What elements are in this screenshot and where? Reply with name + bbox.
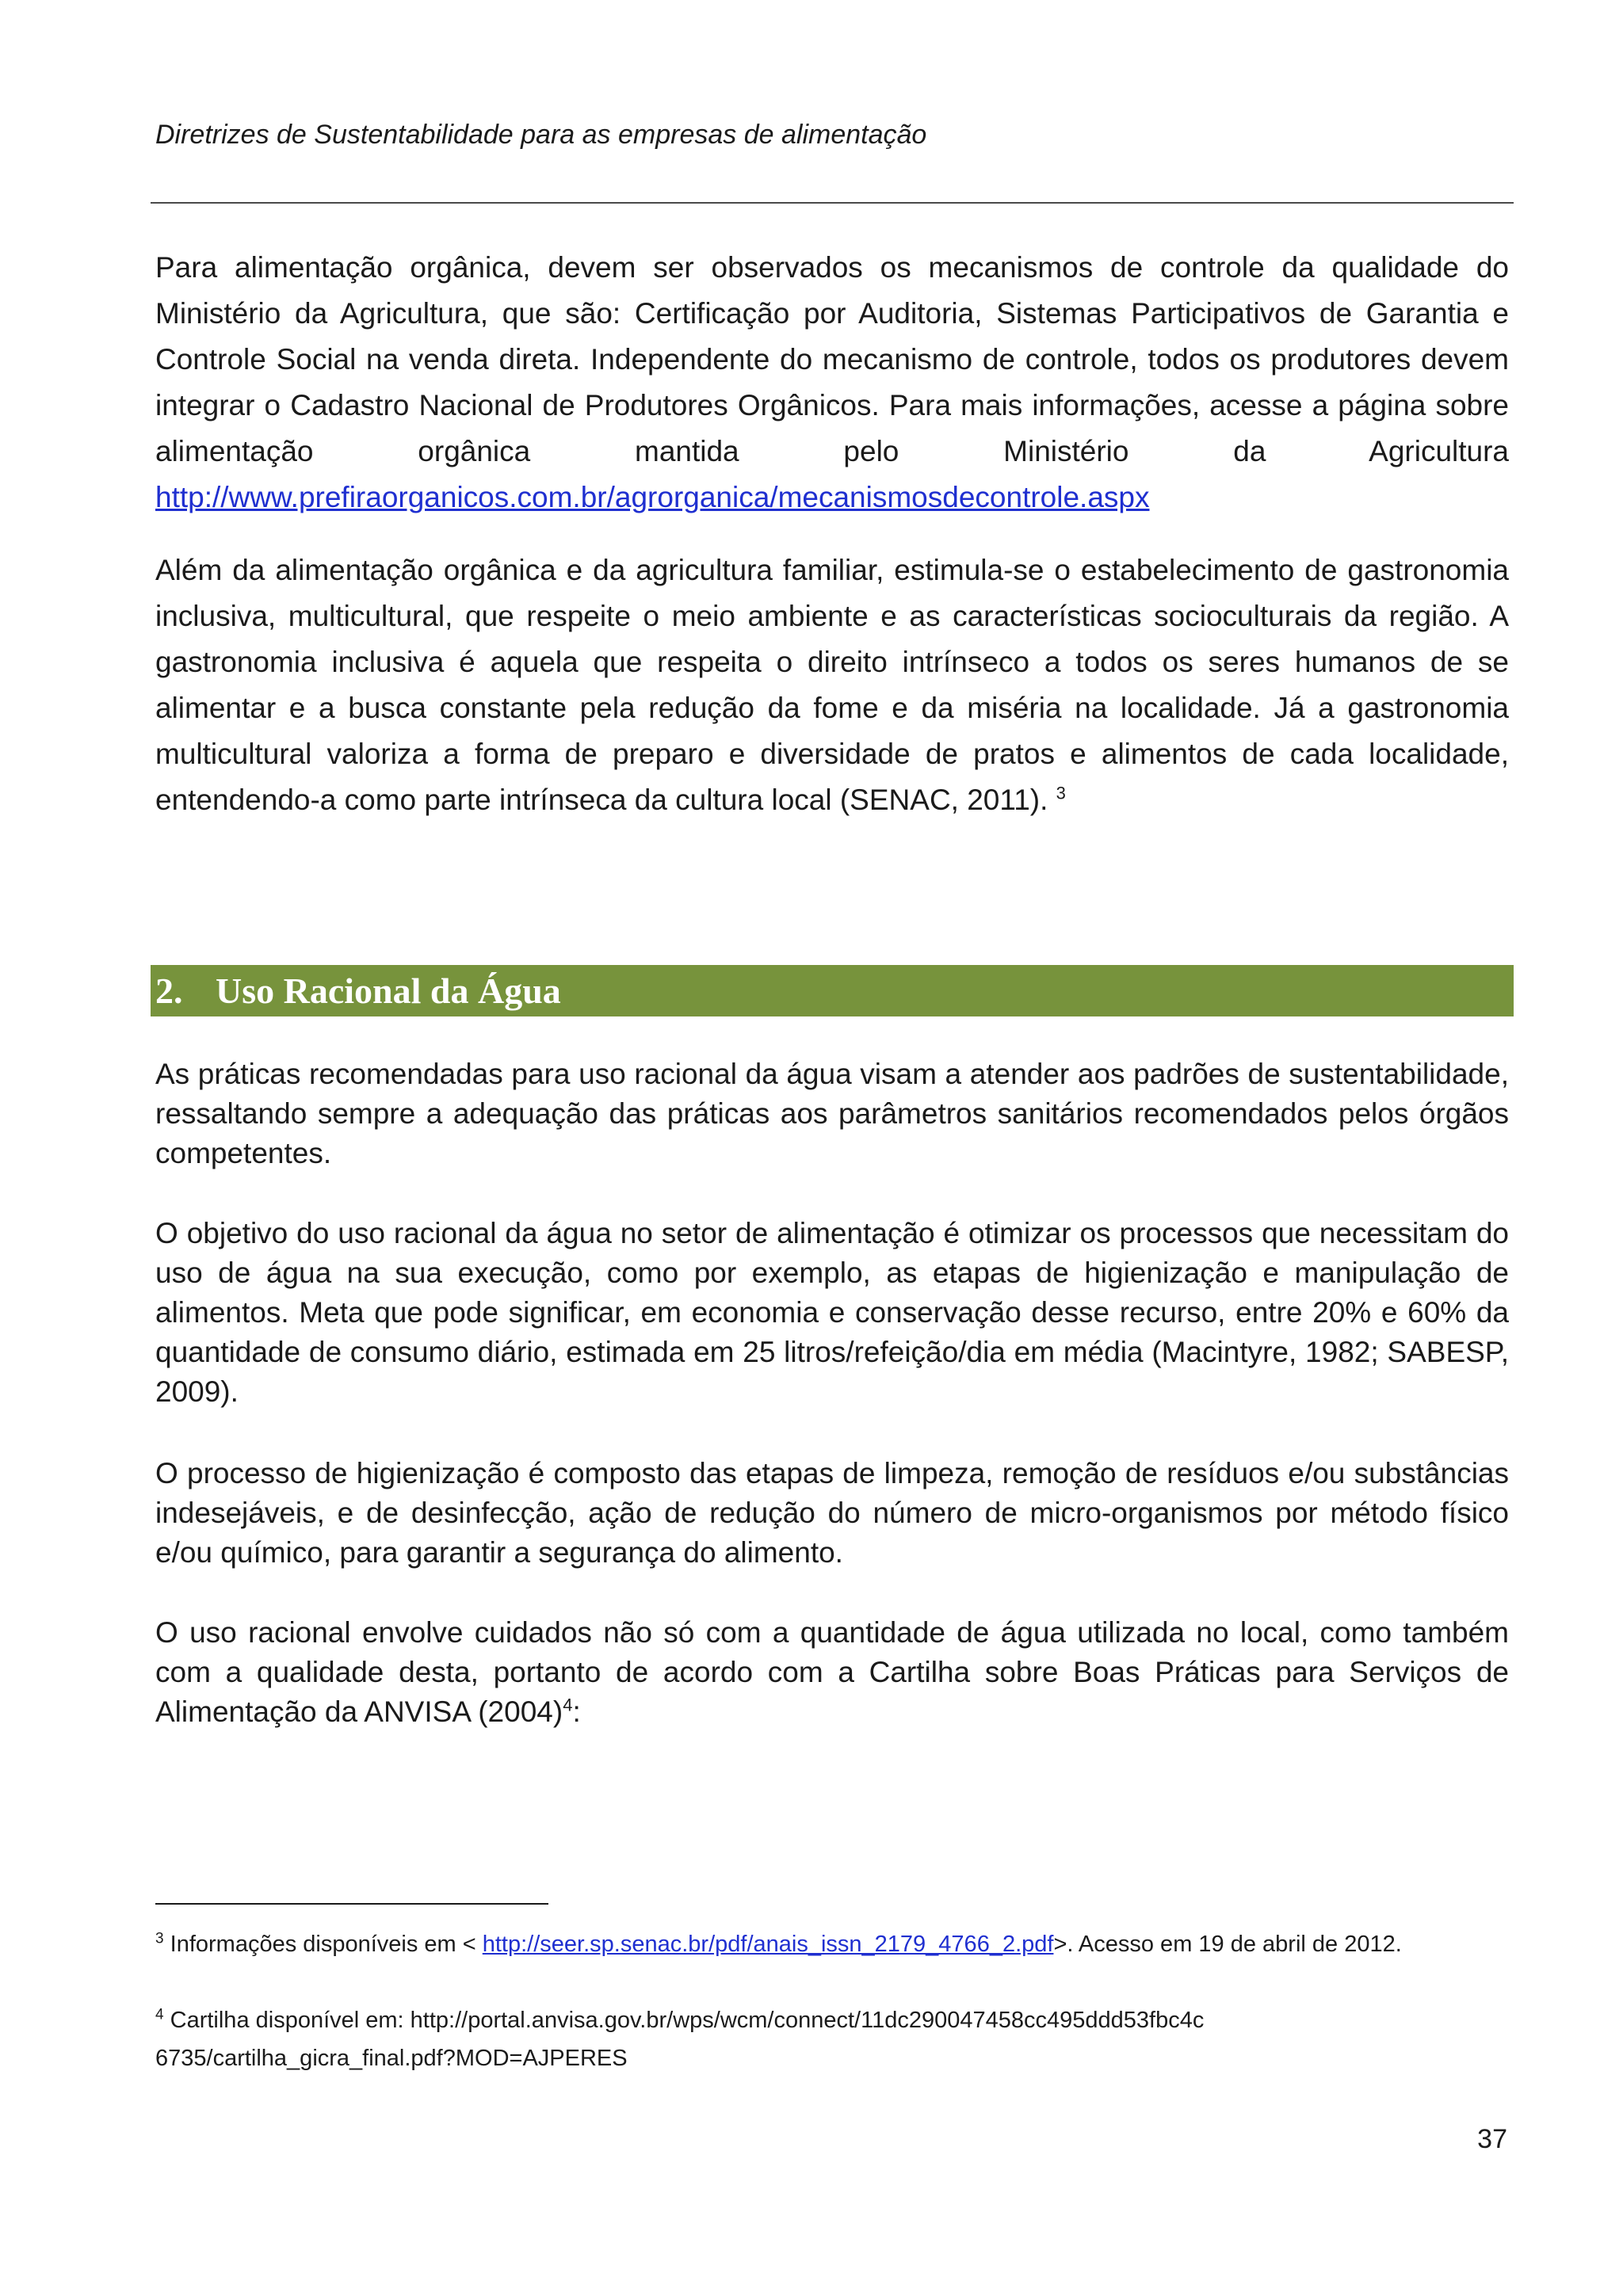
page-number: 37 [1477, 2124, 1507, 2154]
section-number: 2. [155, 971, 183, 1011]
footnote-text: Informações disponíveis em < [170, 1932, 483, 1957]
footnote-separator [155, 1903, 548, 1905]
footnote-text-line2: 6735/cartilha_gicra_final.pdf?MOD=AJPERES [155, 2046, 628, 2071]
header-rule [151, 202, 1514, 204]
footnote-marker: 4 [155, 2006, 164, 2023]
paragraph-text: Para alimentação orgânica, devem ser observados os mecanismos de controle da qualidade do Ministério da Agricultura, que são: Certificação por Auditoria, Sistemas Participativos de Garantia e Controle Social na venda direta. Independente do mecanismo de controle, todos os produtores devem integrar o Cadastro Nacional de Produtores Orgânicos. Para mais informações, acesse a página sobre alimentação orgânica mantida pelo Ministério da Agricultura [155, 251, 1509, 467]
paragraph-gastronomy [155, 547, 1509, 823]
running-header: Diretrizes de Sustentabilidade para as empresas de alimentação [155, 120, 927, 150]
section-heading [155, 965, 561, 1016]
paragraph-end: : [572, 1695, 581, 1728]
paragraph-text: Além da alimentação orgânica e da agricultura familiar, estimula-se o estabelecimento de gastronomia inclusiva, multicultural, que respeite o meio ambiente e as características socioculturais da região. A gastronomia inclusiva é aquela que respeita o direito intrínseco a todos os seres humanos de se alimentar e a busca constante pela redução da fome e da miséria na localidade. Já a gastronomia multicultural valoriza a forma de preparo e diversidade de pratos e alimentos de cada localidade, entendendo-a como parte intrínseca da cultura local (SENAC, 2011). [155, 554, 1509, 816]
footnote-text-end: >. Acesso em 19 de abril de 2012. [1053, 1932, 1402, 1957]
footnote-text: Cartilha disponível em: http://portal.anvisa.gov.br/wps/wcm/connect/11dc290047458cc495ddd53fbc4c [170, 2008, 1205, 2033]
paragraph-practices: As práticas recomendadas para uso racional da água visam a atender aos padrões de sustentabilidade, ressaltando sempre a adequação das práticas aos parâmetros sanitários recomendados pelos órgãos competentes. [155, 1058, 1509, 1169]
footnote-ref-3[interactable]: 3 [1056, 783, 1066, 803]
footnote-4 [155, 2001, 1509, 2077]
footnote-link-senac[interactable]: http://seer.sp.senac.br/pdf/anais_issn_2179_4766_2.pdf [482, 1932, 1054, 1957]
footnote-3 [155, 1925, 1509, 1963]
paragraph-hygiene: O processo de higienização é composto das etapas de limpeza, remoção de resíduos e/ou substâncias indesejáveis, e de desinfecção, ação de redução do número de micro-organismos por método físico e/ou químico, para garantir a segurança do alimento. [155, 1457, 1509, 1569]
paragraph-text: O uso racional envolve cuidados não só com a quantidade de água utilizada no local, como também com a qualidade desta, portanto de acordo com a Cartilha sobre Boas Práticas para Serviços de Alimentação da ANVISA (2004) [155, 1616, 1509, 1728]
link-mecanismos-controle[interactable]: http://www.prefiraorganicos.com.br/agrorganica/mecanismosdecontrole.aspx [155, 481, 1150, 513]
paragraph-organic-food [155, 245, 1509, 521]
footnote-ref-4[interactable]: 4 [563, 1695, 573, 1715]
section-title: Uso Racional da Água [216, 971, 561, 1011]
paragraph-rational-use [155, 1613, 1509, 1732]
paragraph-objective: O objetivo do uso racional da água no setor de alimentação é otimizar os processos que necessitam do uso de água na sua execução, como por exemplo, as etapas de higienização e manipulação de alimentos. Meta que pode significar, em economia e conservação desse recurso, entre 20% e 60% da quantidade de consumo diário, estimada em 25 litros/refeição/dia em média (Macintyre, 1982; SABESP, 2009). [155, 1217, 1509, 1408]
footnote-marker: 3 [155, 1930, 164, 1947]
